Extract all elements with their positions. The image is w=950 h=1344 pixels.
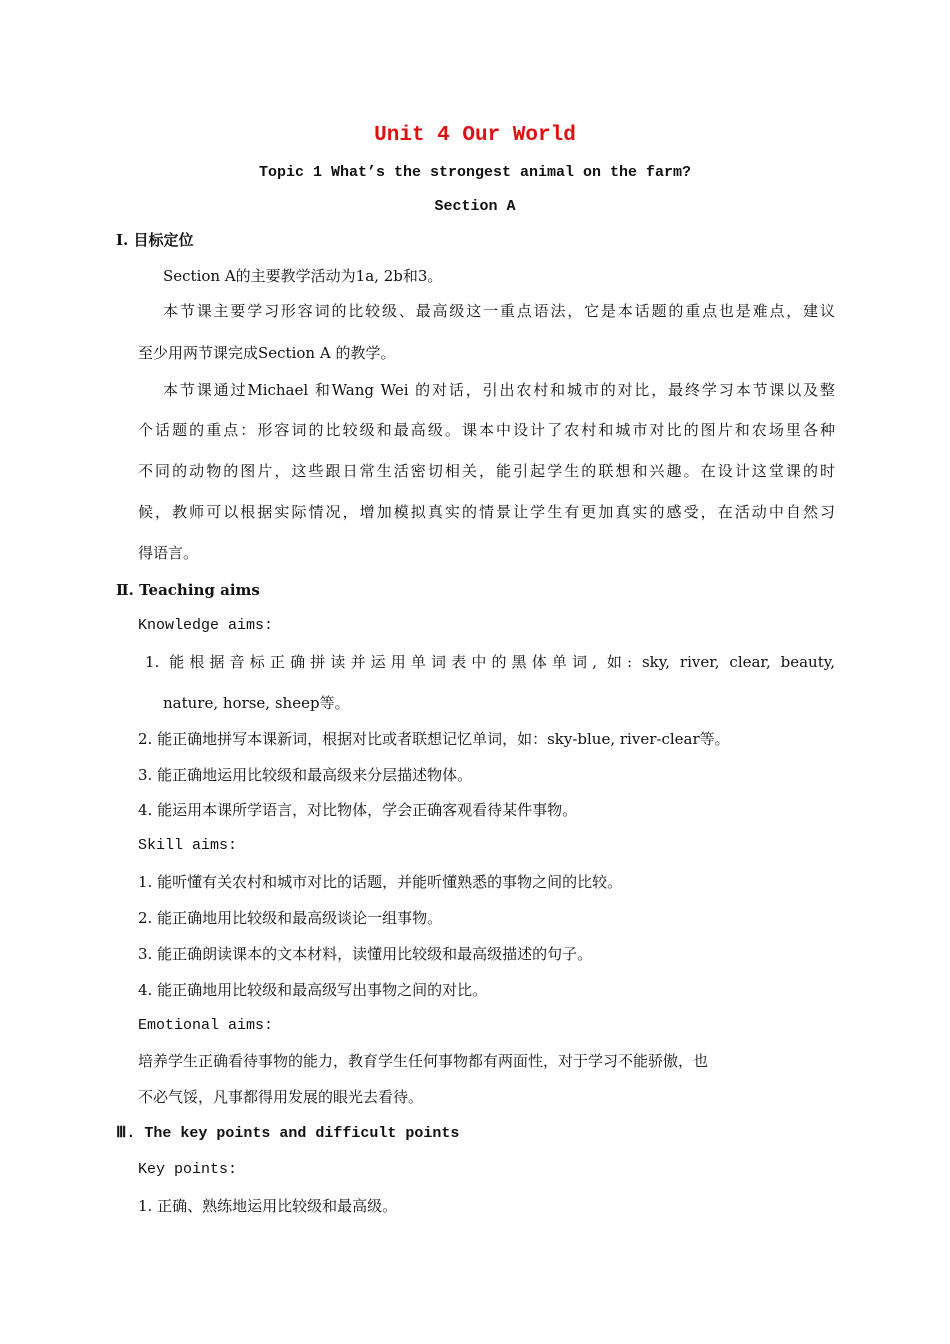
list-item: 1. 能根据音标正确拼读并运用单词表中的黑体单词, 如: sky, river, clear, beauty,	[145, 653, 835, 671]
list-item: 2. 能正确地拼写本课新词，根据对比或者联想记忆单词，如：sky-blue, river-clear等。	[138, 730, 730, 748]
paragraph-line: 培养学生正确看待事物的能力，教育学生任何事物都有两面性，对于学习不能骄傲，也	[138, 1052, 709, 1070]
paragraph-line: 得语言。	[138, 544, 199, 562]
knowledge-aims-label: Knowledge aims:	[138, 617, 274, 634]
list-item: 4. 能运用本课所学语言，对比物体，学会正确客观看待某件事物。	[138, 801, 578, 819]
paragraph-line: 至少用两节课完成Section A 的教学。	[138, 344, 396, 362]
paragraph-line: 不必气馁，凡事都得用发展的眼光去看待。	[138, 1088, 424, 1106]
list-item: 3. 能正确地运用比较级和最高级来分层描述物体。	[138, 766, 473, 784]
paragraph-line: Section A的主要教学活动为1a, 2b和3。	[163, 267, 443, 285]
skill-aims-label: Skill aims:	[138, 837, 238, 854]
list-item-continuation: nature, horse, sheep等。	[163, 694, 350, 712]
heading-teaching-aims: Ⅱ. Teaching aims	[116, 581, 260, 599]
topic-title: Topic 1 What’s the strongest animal on the farm?	[258, 164, 692, 181]
paragraph-line: 不同的动物的图片，这些跟日常生活密切相关，能引起学生的联想和兴趣。在设计这堂课的时	[138, 462, 835, 480]
heading-target-positioning: Ⅰ. 目标定位	[116, 231, 194, 249]
paragraph-line: 候，教师可以根据实际情况，增加模拟真实的情景让学生有更加真实的感受，在活动中自然习	[138, 503, 835, 521]
emotional-aims-label: Emotional aims:	[138, 1017, 274, 1034]
section-title: Section A	[434, 198, 516, 215]
heading-key-points: Ⅲ. The key points and difficult points	[116, 1125, 460, 1142]
unit-title: Unit 4 Our World	[374, 124, 576, 147]
list-item: 3. 能正确朗读课本的文本材料，读懂用比较级和最高级描述的句子。	[138, 945, 593, 963]
paragraph-line: 个话题的重点：形容词的比较级和最高级。课本中设计了农村和城市对比的图片和农场里各种	[138, 421, 835, 439]
key-points-label: Key points:	[138, 1161, 238, 1178]
list-item: 1. 能听懂有关农村和城市对比的话题，并能听懂熟悉的事物之间的比较。	[138, 873, 623, 891]
paragraph-line: 本节课通过Michael 和Wang Wei 的对话，引出农村和城市的对比，最终学习本节课以及整	[163, 381, 835, 399]
list-item: 2. 能正确地用比较级和最高级谈论一组事物。	[138, 909, 443, 927]
paragraph-line: 本节课主要学习形容词的比较级、最高级这一重点语法，它是本话题的重点也是难点，建议	[163, 302, 835, 320]
list-item: 4. 能正确地用比较级和最高级写出事物之间的对比。	[138, 981, 488, 999]
list-item: 1. 正确、熟练地运用比较级和最高级。	[138, 1197, 398, 1215]
